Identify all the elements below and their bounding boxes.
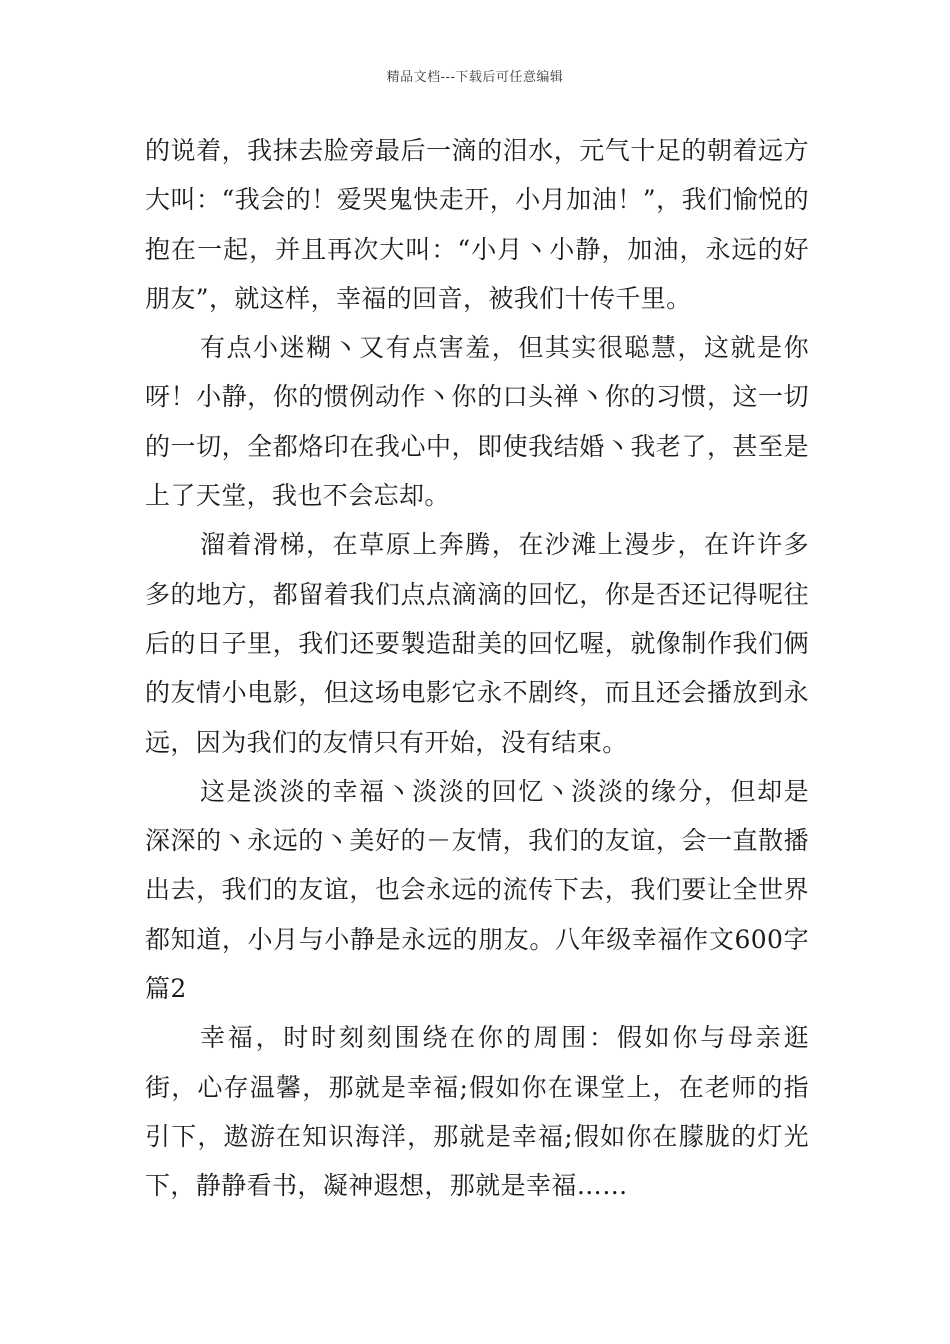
paragraph-friendship: 这是淡淡的幸福丶淡淡的回忆丶淡淡的缘分，但却是深深的丶永远的丶美好的－友情，我们的友谊，会一直散播出去，我们的友谊，也会永远的流传下去，我们要让全世界都知道，小月与小静是永远的朋友。八年级幸福作文600字 篇2 (145, 776, 809, 1004)
page-header: 精品文档---下载后可任意编辑 (386, 70, 564, 85)
document-body (145, 126, 809, 1211)
paragraph-xiaojing: 有点小迷糊丶又有点害羞，但其实很聪慧，这就是你呀！小静，你的惯例动作丶你的口头禅丶你的习惯，这一切的一切，全都烙印在我心中，即使我结婚丶我老了，甚至是上了天堂，我也不会忘却。 (145, 333, 809, 511)
paragraph-continuation: 的说着，我抹去脸旁最后一滴的泪水，元气十足的朝着远方大叫：“我会的！爱哭鬼快走开，小月加油！”，我们愉悦的抱在一起，并且再次大叫：“小月丶小静，加油，永远的好朋友”，就这样，幸福的回音，被我们十传千里。 (145, 136, 809, 313)
paragraph-happiness: 幸福，时时刻刻围绕在你的周围：假如你与母亲逛街，心存温馨，那就是幸福;假如你在课堂上，在老师的指引下，遨游在知识海洋，那就是幸福;假如你在朦胧的灯光下，静静看书，凝神遐想，那就是幸福…… (145, 1023, 809, 1201)
paragraph-memories: 溜着滑梯，在草原上奔腾，在沙滩上漫步，在许许多多的地方，都留着我们点点滴滴的回忆，你是否还记得呢往后的日子里，我们还要製造甜美的回忆喔，就像制作我们俩的友情小电影，但这场电影它永不剧终，而且还会播放到永远，因为我们的友情只有开始，没有结束。 (145, 530, 809, 757)
